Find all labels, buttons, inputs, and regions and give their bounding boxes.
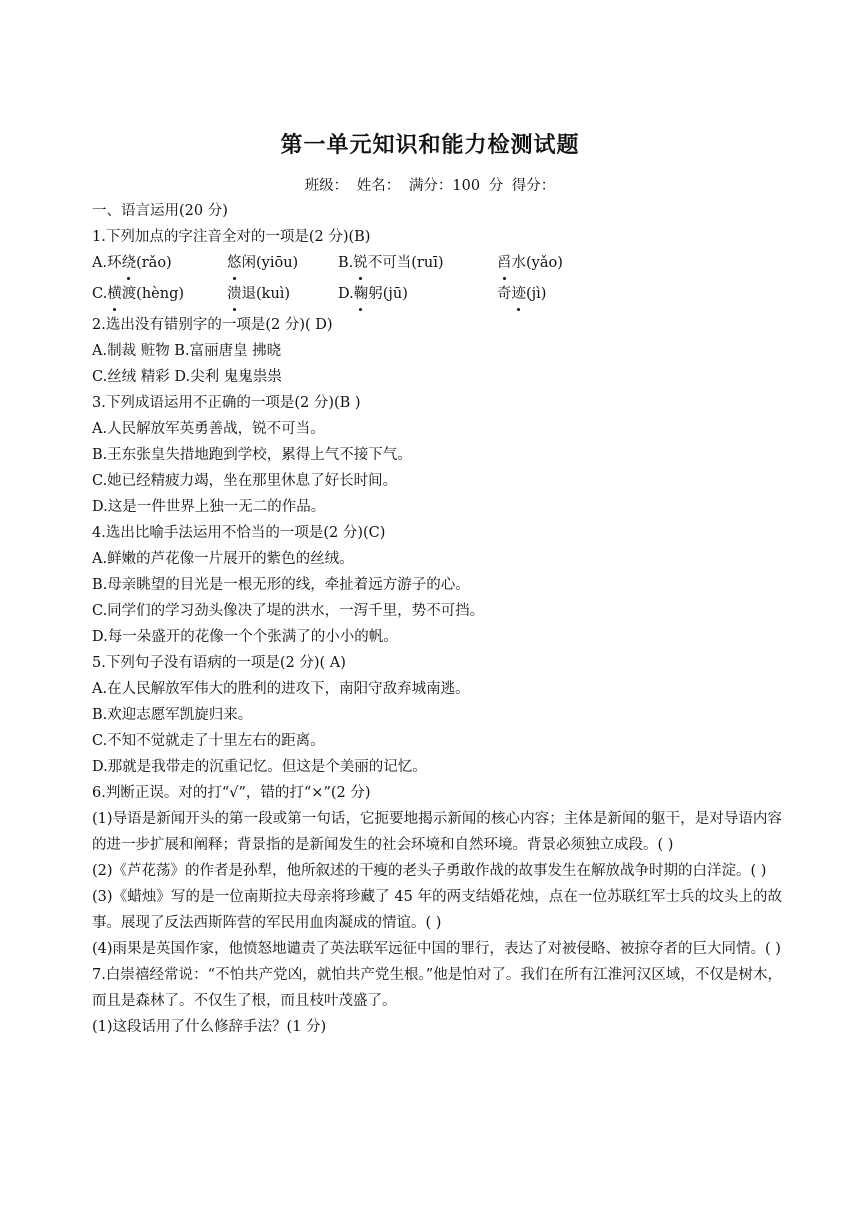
text-line: C.丝绒 精彩 D.尖利 鬼鬼祟祟 <box>92 369 282 385</box>
text-line: A.人民解放军英勇善战，锐不可当。 <box>92 421 325 437</box>
text-line: C.同学们的学习劲头像决了堤的洪水，一泻千里，势不可挡。 <box>92 603 485 619</box>
student-info-line: 班级： 姓名： 满分：100 分 得分： <box>304 178 556 194</box>
option-b-second-word: 舀水(yǎo) <box>497 250 563 276</box>
dotted-char: 舀 <box>497 250 512 276</box>
text-line: 5.下列句子没有语病的一项是(2 分)( A) <box>92 655 346 671</box>
exam-content <box>92 198 782 1040</box>
text-line: D.这是一件世界上独一无二的作品。 <box>92 499 326 515</box>
option-c-second-word: 溃退(kuì) <box>227 281 290 307</box>
section-heading: 一、语言运用(20 分) <box>92 203 228 219</box>
dotted-char: 锐 <box>353 250 368 276</box>
page-title: 第一单元知识和能力检测试题 <box>280 133 580 158</box>
option-d: D.鞠躬(jū) <box>338 281 408 307</box>
dotted-char: 绕 <box>122 250 137 276</box>
text-line: 2.选出没有错别字的一项是(2 分)( D) <box>92 317 333 333</box>
text-line: C.她已经精疲力竭，坐在那里休息了好长时间。 <box>92 473 398 489</box>
dotted-char: 溃 <box>227 281 242 307</box>
question-1-options-row-1 <box>92 250 782 281</box>
text-line: 6.判断正误。对的打“√”，错的打“×”(2 分) <box>92 785 371 801</box>
question-6-item-1: (1)导语是新闻开头的第一段或第一句话，它扼要地揭示新闻的核心内容；主体是新闻的躯干，是对导语内容的进一步扩展和阐释；背景指的是新闻发生的社会环境和自然环境。背景必须独立成段。( ) <box>92 811 782 853</box>
question-6-item-4: (4)雨果是英国作家，他愤怒地谴责了英法联军远征中国的罪行，表达了对被侵略、被掠夺者的巨大同情。( ) <box>92 941 781 957</box>
text-line: D.每一朵盛开的花像一个个张满了的小小的帆。 <box>92 629 398 645</box>
question-1-stem: 1.下列加点的字注音全对的一项是(2 分)(B) <box>92 229 371 245</box>
option-d-second-word: 奇迹(jì) <box>497 281 546 307</box>
option-a-second-word: 悠闲(yiōu) <box>227 250 298 276</box>
text-line: 3.下列成语运用不正确的一项是(2 分)(B ) <box>92 395 361 411</box>
dotted-char: 迹 <box>512 281 527 307</box>
text-line: A.鲜嫩的芦花像一片展开的紫色的丝绒。 <box>92 551 354 567</box>
option-a: A.环绕(rǎo) <box>92 250 172 276</box>
text-line: B.王东张皇失措地跑到学校，累得上气不接下气。 <box>92 447 412 463</box>
text-line: B.欢迎志愿军凯旋归来。 <box>92 707 253 723</box>
question-1-options-row-2 <box>92 281 782 312</box>
question-6-item-2: (2)《芦花荡》的作者是孙犁，他所叙述的干瘦的老头子勇敢作战的故事发生在解放战争时期的白洋淀。( ) <box>92 863 767 879</box>
question-7-passage: 7.白崇禧经常说：“不怕共产党凶，就怕共产党生根。”他是怕对了。我们在所有江淮河汉区域，不仅是树木，而且是森林了。不仅生了根，而且枝叶茂盛了。 <box>92 967 782 1009</box>
text-line: D.那就是我带走的沉重记忆。但这是个美丽的记忆。 <box>92 759 427 775</box>
option-c: C.横渡(hèng) <box>92 281 184 307</box>
text-line: C.不知不觉就走了十里左右的距离。 <box>92 733 325 749</box>
text-line: A.制裁 赃物 B.富丽唐皇 拂晓 <box>92 343 282 359</box>
question-6-item-3: (3)《蜡烛》写的是一位南斯拉夫母亲将珍藏了 45 年的两支结婚花烛，点在一位苏联红军士兵的坟头上的故事。展现了反法西斯阵营的军民用血肉凝成的情谊。( ) <box>92 889 782 931</box>
text-line: A.在人民解放军伟大的胜利的进攻下，南阳守敌弃城南逃。 <box>92 681 470 697</box>
option-b: B.锐不可当(ruī) <box>338 250 444 276</box>
dotted-char: 横 <box>107 281 122 307</box>
dotted-char: 悠 <box>227 250 242 276</box>
question-7-sub-1: (1)这段话用了什么修辞手法？(1 分) <box>92 1019 327 1035</box>
dotted-char: 鞠 <box>354 281 369 307</box>
text-line: 4.选出比喻手法运用不恰当的一项是(2 分)(C) <box>92 525 386 541</box>
text-line: B.母亲眺望的目光是一根无形的线，牵扯着远方游子的心。 <box>92 577 470 593</box>
